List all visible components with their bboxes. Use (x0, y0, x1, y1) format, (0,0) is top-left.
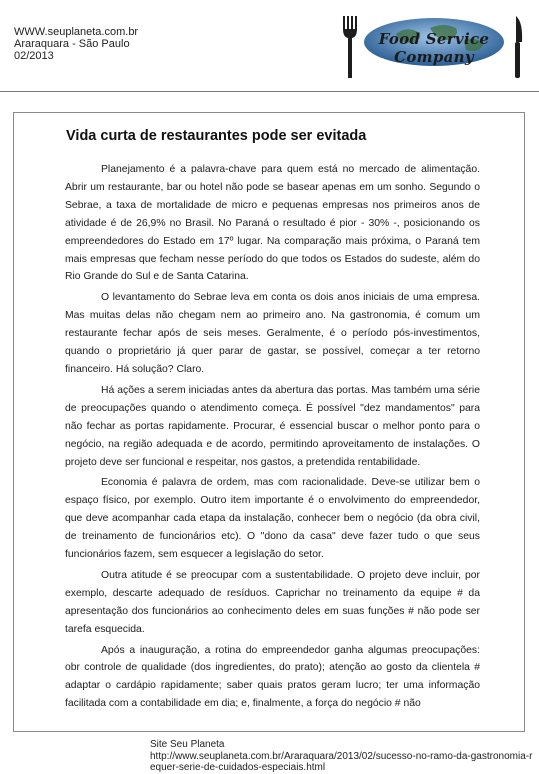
food-service-company-logo (338, 10, 530, 85)
location: Araraquara - São Paulo (14, 38, 130, 50)
source-footer (150, 739, 535, 774)
header-divider (0, 91, 539, 92)
article-body (65, 161, 480, 716)
paragraph: Economia é palavra de ordem, mas com racionalidade. Deve-se utilizar bem o espaço físico, por exemplo. Outro item importante é o envolvimento do empreendedor, que deve acompanhar cada etapa da instalação, conhecer bem o negócio (da obra civil, de treinamento de funcionários etc). O "dono da casa" deve fazer tudo o que seus funcionários fazem, sem esquecer a legislação do setor. (65, 477, 480, 561)
source-label: Site Seu Planeta (150, 739, 225, 750)
paragraph: O levantamento do Sebrae leva em conta os dois anos iniciais de uma empresa. Mas muitas delas não chegam nem ao primeiro ano. Na gastronomia, é comum um restaurante fechar após de seis meses. Geralmente, é o período pós-investimentos, quando o proprietário já quer parar de gastar, se possível, começar a ter retorno financeiro. Há solução? Claro. (65, 292, 480, 375)
paragraph: Outra atitude é se preocupar com a sustentabilidade. O projeto deve incluir, por exemplo, descarte adequado de resíduos. Caprichar no treinamento da equipe # da apresentação dos funcionários ao conhecimento deles em suas funções # não pode ser tarefa esquecida. (65, 569, 480, 635)
site-url: WWW.seuplaneta.com.br (14, 26, 139, 38)
header-meta (14, 26, 138, 62)
source-url-link[interactable]: http://www.seuplaneta.com.br/Araraquara/2013/02/sucesso-no-ramo-da-gastronomia-requer-serie-de-cuidados-especiais.html (150, 750, 533, 773)
paragraph: Após a inauguração, a rotina do empreendedor ganha algumas preocupações: obr controle de qualidade (dos ingredientes, do prato); atenção ao gosto da clientela # adaptar o cardápio rapidamente; saber quais pratos geram lucro; ter uma informação facilitada com a contabilidade em dia; e, finalmente, a força do negócio # não (65, 644, 480, 710)
logo-text: Food Service Company (378, 30, 490, 66)
article-title: Vida curta de restaurantes pode ser evitada (66, 128, 367, 144)
paragraph: Planejamento é a palavra-chave para quem está no mercado de alimentação. Abrir um restaurante, bar ou hotel não pode se basear apenas em um sonho. Segundo o Sebrae, a taxa de mortalidade de micro e pequenas empresas nos primeiros anos de atividade é de 26,9% no Brasil. No Paraná o resultado é pior - 30% -, posicionando os empreendedores do Estado em 17º lugar. Na comparação mais próxima, o Paraná tem mais empresas que fecham nesse período do que todos os Estados do sudeste, além do Rio Grande do Sul e de Santa Catarina. (65, 164, 480, 283)
issue-date: 02/2013 (14, 50, 54, 62)
paragraph: Há ações a serem iniciadas antes da abertura das portas. Mas também uma série de preocupações quando o atendimento começa. É possível "dez mandamentos" para não fechar as portas rapidamente. Procurar, é essencial buscar o melhor ponto para o negócio, na região adequada e de acordo, permitindo aproveitamento de instalações. O projeto deve ser funcional e respeitar, nos gastos, a pretendida rentabilidade. (65, 384, 480, 468)
